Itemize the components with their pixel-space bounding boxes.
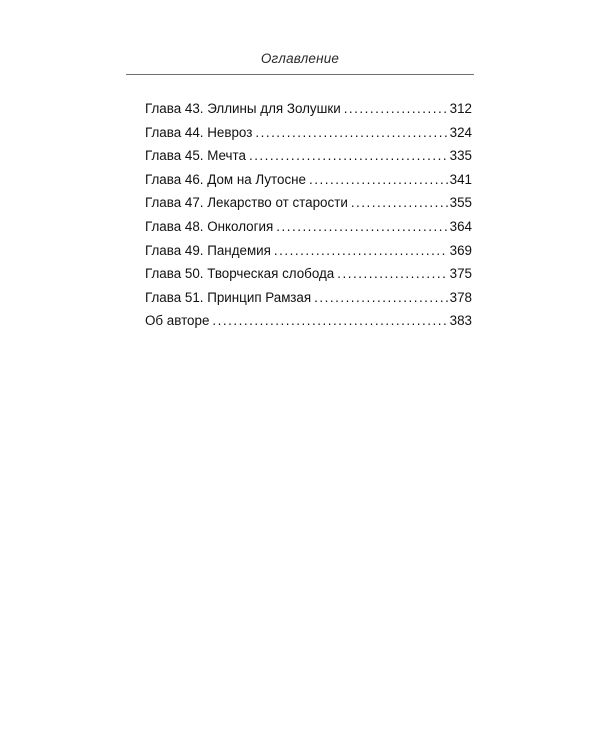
running-head-title: Оглавление <box>260 51 340 66</box>
toc-dot-leader <box>249 144 448 168</box>
toc-entry-title: Об авторе <box>145 313 210 329</box>
toc-dot-leader <box>337 262 447 286</box>
toc-entry <box>145 286 472 310</box>
toc-entry-page: 375 <box>449 266 472 282</box>
toc-entry-page: 355 <box>449 195 472 211</box>
toc-entry-page: 369 <box>449 242 472 258</box>
toc-entry <box>145 144 472 168</box>
toc-entry <box>145 215 472 239</box>
toc-dot-leader <box>314 286 448 310</box>
toc-entry-page: 312 <box>449 101 472 116</box>
toc-entry <box>145 168 472 192</box>
toc-dot-leader <box>255 121 447 145</box>
toc-dot-leader <box>344 97 448 121</box>
toc-dot-leader <box>276 215 447 239</box>
toc-entry-page: 378 <box>449 289 472 305</box>
toc-entry <box>145 191 472 215</box>
table-of-contents <box>145 97 472 333</box>
toc-entry-title: Глава 49. Пандемия <box>145 242 271 258</box>
toc-entry-title: Глава 45. Мечта <box>145 148 246 164</box>
toc-dot-leader <box>212 309 447 333</box>
toc-entry <box>145 262 472 286</box>
toc-entry-title: Глава 47. Лекарство от старости <box>145 195 348 211</box>
toc-entry-page: 364 <box>449 218 472 234</box>
toc-entry-title: Глава 51. Принцип Рамзая <box>145 289 312 305</box>
toc-entry-title: Глава 50. Творческая слобода <box>145 266 335 282</box>
toc-entry <box>145 97 472 121</box>
toc-entry <box>145 309 472 333</box>
toc-dot-leader <box>351 191 448 215</box>
toc-entry-title: Глава 48. Онкология <box>145 218 274 234</box>
toc-entry-page: 324 <box>449 124 472 140</box>
toc-entry <box>145 239 472 263</box>
toc-entry-page: 341 <box>449 171 472 187</box>
toc-dot-leader <box>309 168 448 192</box>
toc-entry-page: 335 <box>449 148 472 164</box>
toc-entry-title: Глава 46. Дом на Лутосне <box>145 171 306 187</box>
toc-entry <box>145 121 472 145</box>
running-head <box>126 50 474 75</box>
toc-entry-page: 383 <box>449 313 472 329</box>
toc-dot-leader <box>274 239 448 263</box>
toc-entry-title: Глава 44. Невроз <box>145 124 253 140</box>
toc-entry-title: Глава 43. Эллины для Золушки <box>145 101 341 116</box>
